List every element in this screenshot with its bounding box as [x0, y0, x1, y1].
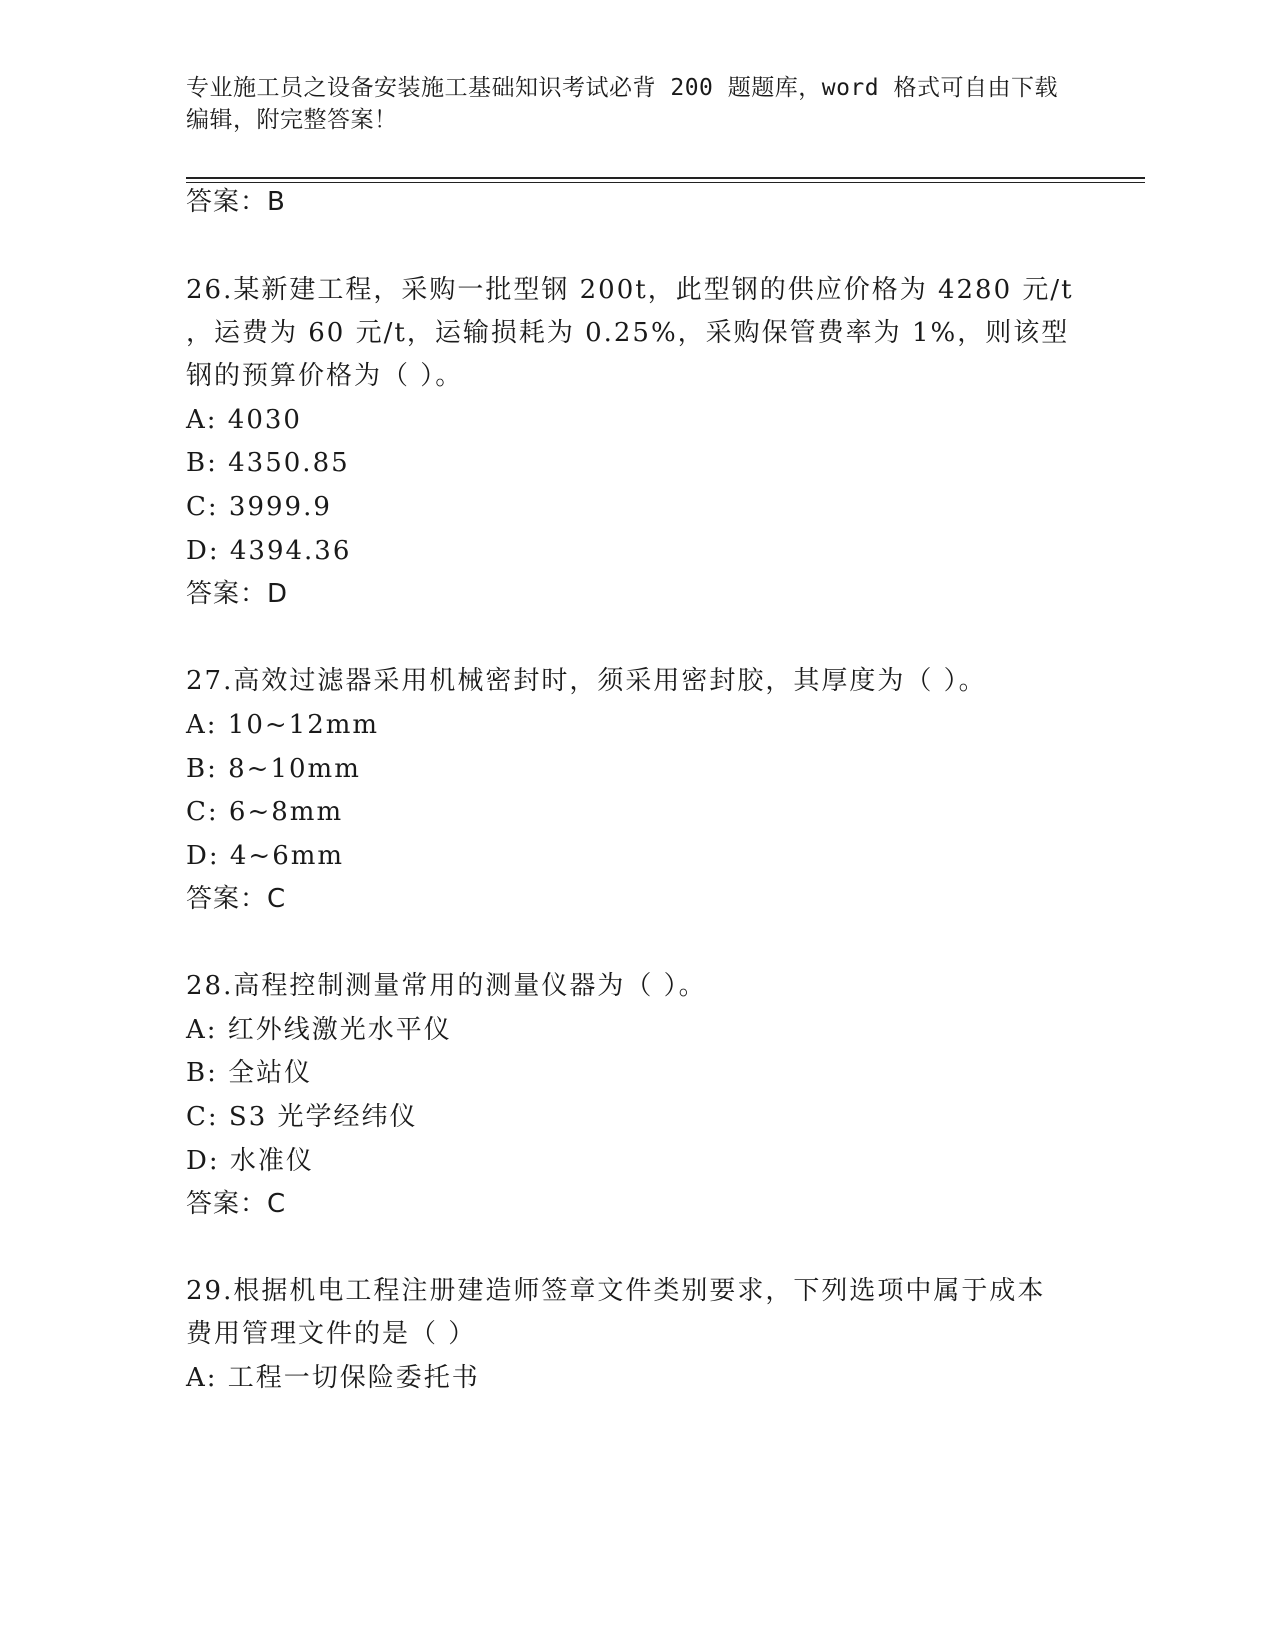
- option-b: B: 4350.85: [186, 448, 350, 478]
- question-text: 钢的预算价格为（ ）。: [186, 361, 464, 391]
- question-text: 29.根据机电工程注册建造师签章文件类别要求，下列选项中属于成本: [186, 1276, 1046, 1306]
- answer-text: 答案：C: [186, 884, 287, 914]
- option-c: C: 3999.9: [186, 492, 332, 522]
- header-divider: [186, 182, 1145, 183]
- option-a: A: 红外线激光水平仪: [186, 1015, 452, 1045]
- option-c: C: S3 光学经纬仪: [186, 1102, 418, 1132]
- question-text: 27.高效过滤器采用机械密封时，须采用密封胶，其厚度为（ ）。: [186, 666, 987, 696]
- answer-text: 答案：D: [186, 579, 289, 609]
- header-line: 专业施工员之设备安装施工基础知识考试必背 200 题题库，word 格式可自由下载: [186, 75, 1058, 101]
- option-a: A: 4030: [186, 405, 302, 435]
- option-c: C: 6~8mm: [186, 797, 344, 827]
- question-text: 28.高程控制测量常用的测量仪器为（ ）。: [186, 971, 707, 1001]
- question-text: 费用管理文件的是（ ）: [186, 1319, 477, 1349]
- option-d: D: 水准仪: [186, 1146, 314, 1176]
- question-text: ，运费为 60 元/t，运输损耗为 0.25%，采购保管费率为 1%，则该型: [186, 318, 1070, 348]
- answer-text: 答案：C: [186, 1189, 287, 1219]
- answer-text: 答案：B: [186, 187, 286, 217]
- question-text: 26.某新建工程，采购一批型钢 200t，此型钢的供应价格为 4280 元/t: [186, 275, 1074, 305]
- header-divider: [186, 177, 1145, 179]
- option-a: A: 10~12mm: [186, 710, 380, 740]
- document-header: [186, 72, 1086, 136]
- header-line: 编辑，附完整答案！: [186, 107, 398, 133]
- option-a: A: 工程一切保险委托书: [186, 1363, 480, 1393]
- option-b: B: 8~10mm: [186, 754, 361, 784]
- option-d: D: 4~6mm: [186, 841, 345, 871]
- option-d: D: 4394.36: [186, 536, 352, 566]
- option-b: B: 全站仪: [186, 1058, 313, 1088]
